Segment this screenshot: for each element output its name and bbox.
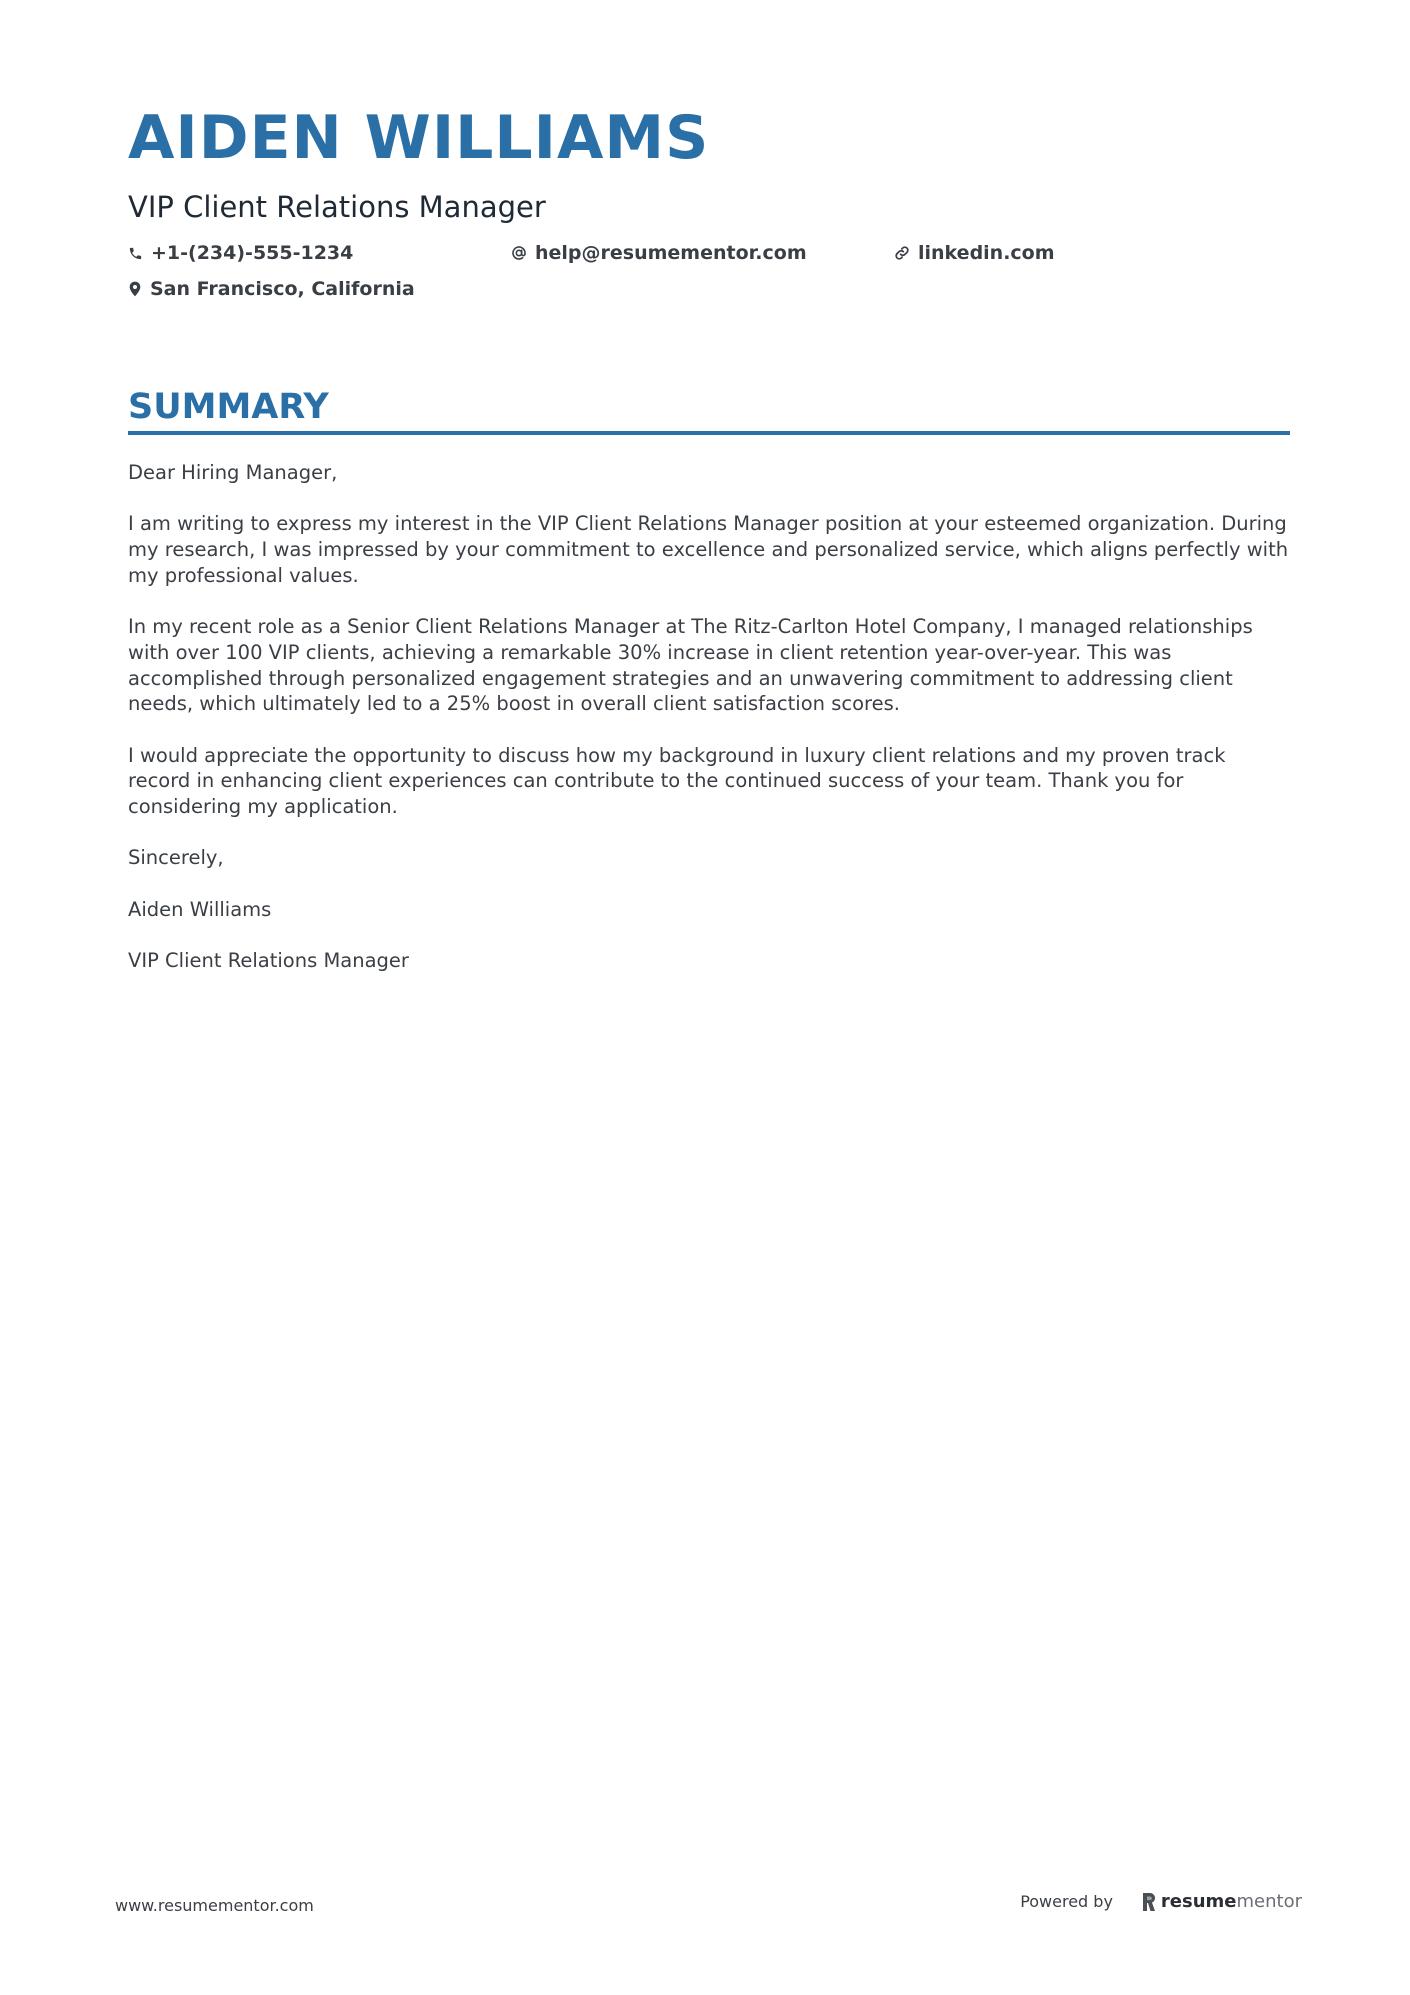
footer-url-link[interactable]: www.resumementor.com: [115, 1896, 314, 1915]
contact-phone: [128, 242, 353, 264]
at-icon: [511, 245, 527, 261]
candidate-name: AIDEN WILLIAMS: [128, 103, 710, 173]
contact-location: [128, 278, 415, 300]
brand-name-light: mentor: [1236, 1891, 1302, 1912]
letter-paragraph: I am writing to express my interest in the VIP Client Relations Manager position at your esteemed organization. During my research, I was impressed by your commitment to excellence and personalized service, which aligns perfectly with my professional values.: [128, 512, 1289, 587]
letter-paragraph: In my recent role as a Senior Client Relations Manager at The Ritz-Carlton Hotel Company, I managed relationships with over 100 VIP clients, achieving a remarkable 30% increase in client retention year-over-year. This was accomplished through personalized engagement strategies and an unwavering commitment to addressing client needs, which ultimately led to a 25% boost in overall client satisfaction scores.: [128, 615, 1253, 716]
job-title: VIP Client Relations Manager: [128, 190, 546, 224]
letter-greeting: Dear Hiring Manager,: [128, 461, 338, 484]
footer-powered-by: [1020, 1891, 1302, 1912]
link-icon: [894, 245, 910, 261]
section-divider: [128, 431, 1290, 435]
brand-logo[interactable]: [1141, 1891, 1302, 1912]
phone-icon: [128, 246, 143, 261]
phone-text: +1-(234)-555-1234: [151, 242, 354, 264]
cover-letter-body: [128, 460, 1290, 1000]
letter-paragraph: I would appreciate the opportunity to discuss how my background in luxury client relations and my proven track record in enhancing client experiences can contribute to the continued success of your team. Thank you for considering my application.: [128, 743, 1226, 819]
email-text: help@resumementor.com: [535, 242, 807, 264]
contact-link: [894, 242, 1055, 264]
contact-email: [511, 242, 807, 264]
signature-title: VIP Client Relations Manager: [128, 949, 409, 973]
section-title-summary: SUMMARY: [128, 387, 329, 427]
powered-by-label: Powered by: [1020, 1892, 1113, 1911]
location-text: San Francisco, California: [150, 278, 415, 300]
letter-closing: Sincerely,: [128, 846, 224, 870]
resumementor-logo-icon: [1141, 1892, 1157, 1912]
brand-name-bold: resume: [1160, 1891, 1237, 1912]
link-text: linkedin.com: [918, 242, 1055, 264]
signature-name: Aiden Williams: [128, 897, 272, 921]
map-pin-icon: [128, 281, 142, 297]
